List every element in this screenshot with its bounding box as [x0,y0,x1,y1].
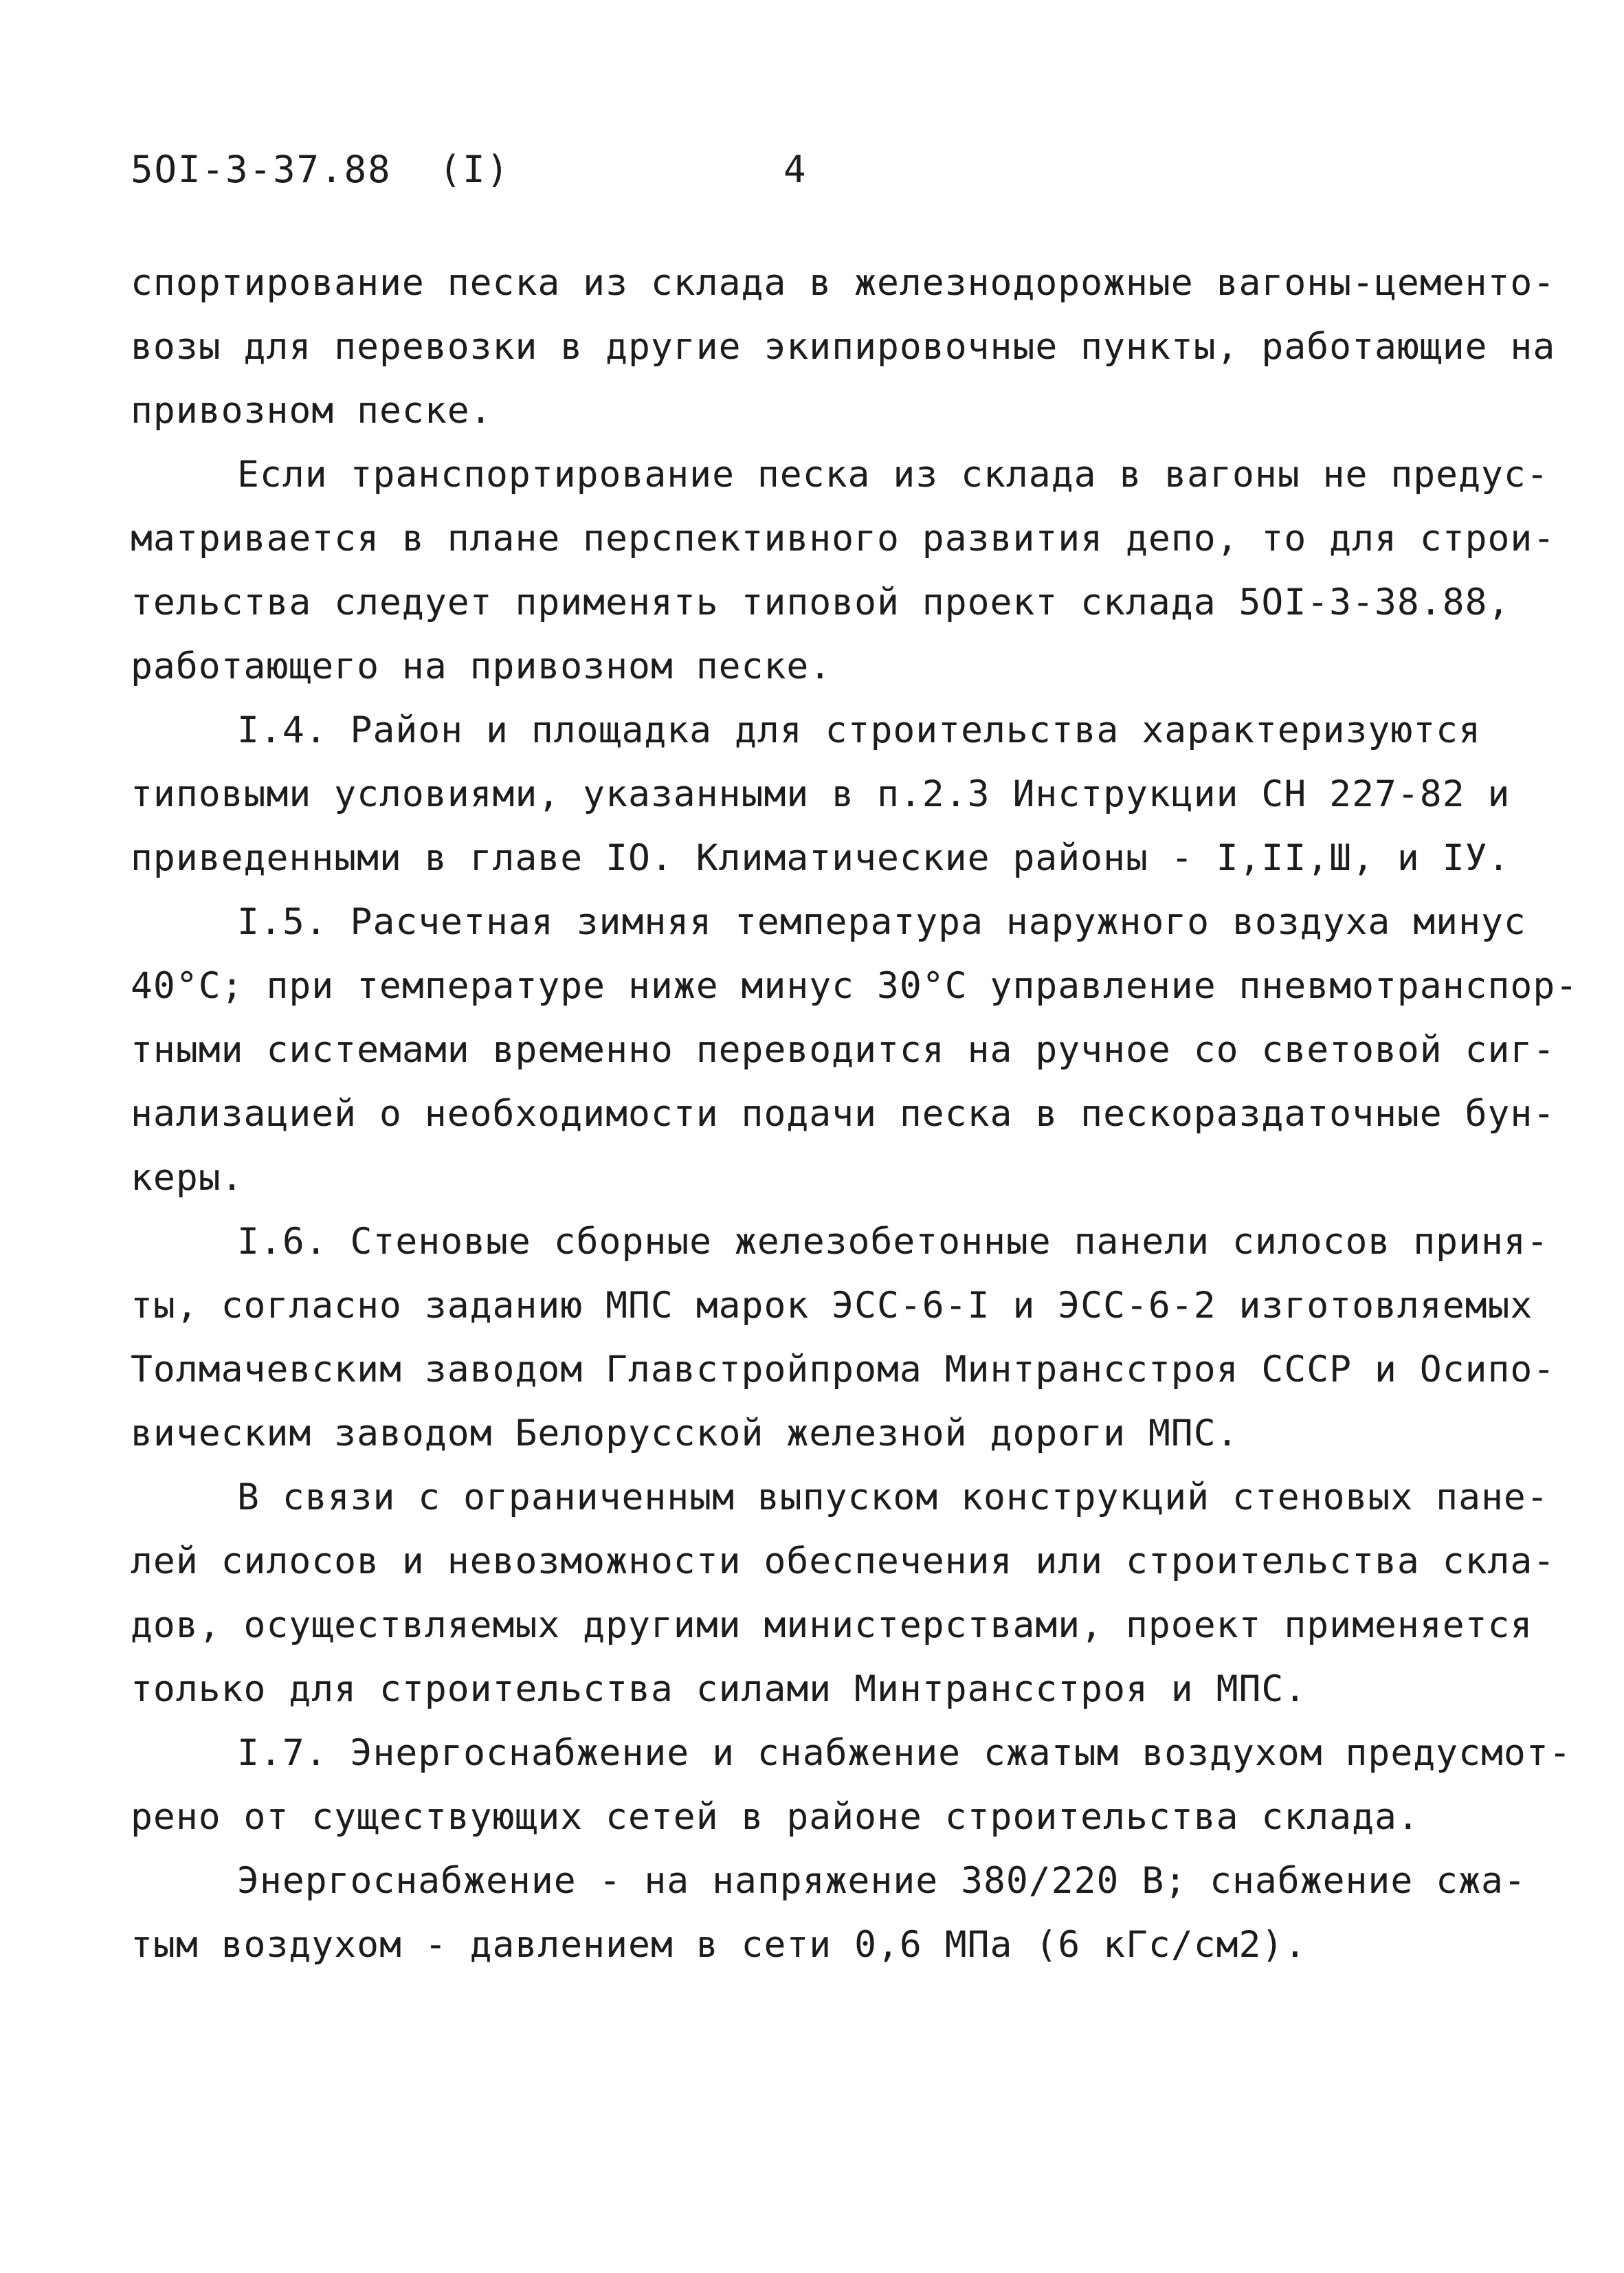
text-line: I.6. Стеновые сборные железобетонные панели силосов приня- [237,1221,1549,1263]
text-line: возы для перевозки в другие экипировочные пункты, работающие на [131,326,1556,368]
text-line: тными системами временно переводится на ручное со световой сиг- [131,1029,1556,1071]
text-line: Если транспортирование песка из склада в вагоны не предус- [237,454,1549,496]
page-number: 4 [783,148,806,191]
text-line: тым воздухом - давлением в сети 0,6 МПа (6 кГс/см2). [131,1924,1307,1966]
text-line: 40°С; при температуре ниже минус 30°С управление пневмотранспор- [131,965,1579,1007]
text-line: работающего на привозном песке. [131,645,832,687]
text-line: лей силосов и невозможности обеспечения или строительства скла- [131,1540,1556,1582]
text-line: вическим заводом Белорусской железной дороги МПС. [131,1412,1239,1454]
text-line: I.5. Расчетная зимняя температура наружного воздуха минус [237,901,1526,943]
text-line: приведенными в главе IO. Климатические районы - I,II,Ш, и IУ. [131,837,1511,879]
document-code: 5OI-3-37.88 (I) [131,148,511,191]
text-line: ты, согласно заданию МПС марок ЭСС-6-I и ЭСС-6-2 изготовляемых [131,1285,1533,1327]
text-line: типовыми условиями, указанными в п.2.3 Инструкции СН 227-82 и [131,773,1511,815]
text-line: спортирование песка из склада в железнодорожные вагоны-цементо- [131,262,1556,304]
text-line: рено от существующих сетей в районе строительства склада. [131,1796,1420,1838]
text-line: I.4. Район и площадка для строительства характеризуются [237,709,1481,751]
text-line: только для строительства силами Минтрансстроя и МПС. [131,1668,1307,1710]
text-line: Энергоснабжение - на напряжение 380/220 В; снабжение сжа- [237,1860,1526,1902]
text-line: Толмачевским заводом Главстройпрома Минтрансстроя СССР и Осипо- [131,1349,1556,1390]
text-line: матривается в плане перспективного развития депо, то для строи- [131,518,1556,559]
text-line: привозном песке. [131,390,493,432]
text-line: нализацией о необходимости подачи песка в пескораздаточные бун- [131,1093,1556,1135]
text-line: В связи с ограниченным выпуском конструкций стеновых пане- [237,1476,1549,1518]
text-line: керы. [131,1157,244,1199]
text-line: I.7. Энергоснабжение и снабжение сжатым воздухом предусмот- [237,1732,1572,1774]
text-line: дов, осуществляемых другими министерствами, проект применяется [131,1604,1533,1646]
text-line: тельства следует применять типовой проект склада 5OI-3-38.88, [131,581,1511,623]
